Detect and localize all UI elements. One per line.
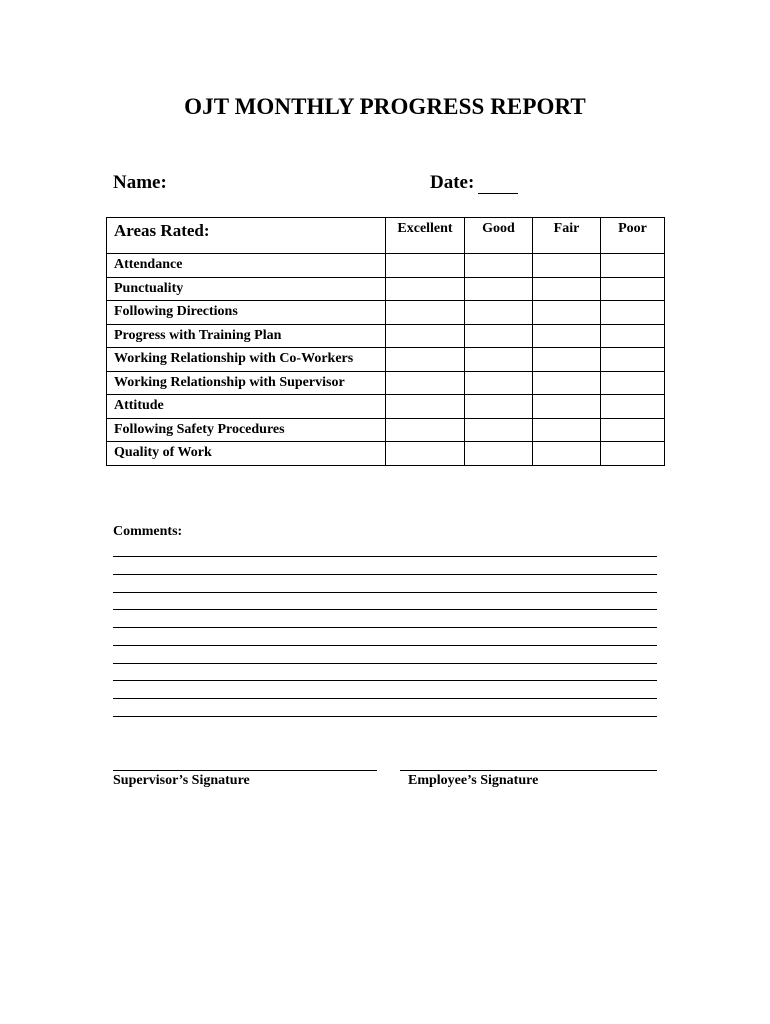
rating-cell-excellent bbox=[386, 395, 465, 419]
rating-cell-good bbox=[465, 418, 533, 442]
name-field bbox=[113, 172, 167, 194]
area-label: Attendance bbox=[107, 254, 386, 278]
table-row bbox=[107, 254, 665, 278]
area-label: Working Relationship with Supervisor bbox=[107, 371, 386, 395]
rating-cell-good bbox=[465, 277, 533, 301]
rating-cell-excellent bbox=[386, 324, 465, 348]
table-row bbox=[107, 348, 665, 372]
rating-cell-poor bbox=[601, 348, 665, 372]
rating-cell-good bbox=[465, 395, 533, 419]
rating-cell-poor bbox=[601, 395, 665, 419]
rating-cell-poor bbox=[601, 418, 665, 442]
table-row bbox=[107, 395, 665, 419]
date-blank-line bbox=[478, 175, 518, 194]
rating-cell-excellent bbox=[386, 418, 465, 442]
rating-cell-fair bbox=[533, 371, 601, 395]
column-header-good: Good bbox=[465, 218, 533, 254]
supervisor-signature-label: Supervisor’s Signature bbox=[113, 773, 250, 788]
rating-cell-excellent bbox=[386, 254, 465, 278]
rating-cell-good bbox=[465, 348, 533, 372]
comment-line bbox=[113, 680, 657, 681]
comment-line bbox=[113, 556, 657, 557]
rating-cell-fair bbox=[533, 442, 601, 466]
supervisor-signature-line bbox=[113, 770, 377, 771]
area-label: Quality of Work bbox=[107, 442, 386, 466]
rating-cell-poor bbox=[601, 442, 665, 466]
date-field bbox=[430, 172, 518, 194]
rating-header-row bbox=[107, 218, 665, 254]
rating-cell-poor bbox=[601, 277, 665, 301]
name-label: Name: bbox=[113, 172, 167, 193]
rating-cell-poor bbox=[601, 371, 665, 395]
comment-line bbox=[113, 645, 657, 646]
column-header-poor: Poor bbox=[601, 218, 665, 254]
rating-cell-good bbox=[465, 301, 533, 325]
comment-line bbox=[113, 716, 657, 717]
areas-rated-header: Areas Rated: bbox=[107, 218, 386, 254]
rating-cell-fair bbox=[533, 418, 601, 442]
area-label: Attitude bbox=[107, 395, 386, 419]
rating-cell-excellent bbox=[386, 371, 465, 395]
rating-cell-poor bbox=[601, 301, 665, 325]
rating-cell-fair bbox=[533, 254, 601, 278]
rating-cell-fair bbox=[533, 301, 601, 325]
area-label: Punctuality bbox=[107, 277, 386, 301]
column-header-excellent: Excellent bbox=[386, 218, 465, 254]
rating-cell-excellent bbox=[386, 301, 465, 325]
area-label: Following Directions bbox=[107, 301, 386, 325]
comment-line bbox=[113, 609, 657, 610]
area-label: Following Safety Procedures bbox=[107, 418, 386, 442]
table-row bbox=[107, 277, 665, 301]
rating-cell-good bbox=[465, 254, 533, 278]
document-title: OJT MONTHLY PROGRESS REPORT bbox=[184, 94, 586, 119]
column-header-fair: Fair bbox=[533, 218, 601, 254]
table-row bbox=[107, 442, 665, 466]
table-row bbox=[107, 301, 665, 325]
comment-line bbox=[113, 698, 657, 699]
employee-signature-label: Employee’s Signature bbox=[408, 773, 539, 788]
rating-cell-fair bbox=[533, 348, 601, 372]
comment-line bbox=[113, 627, 657, 628]
rating-cell-good bbox=[465, 324, 533, 348]
rating-cell-excellent bbox=[386, 277, 465, 301]
comment-line bbox=[113, 574, 657, 575]
comment-line bbox=[113, 663, 657, 664]
rating-cell-excellent bbox=[386, 348, 465, 372]
comment-line bbox=[113, 592, 657, 593]
rating-cell-fair bbox=[533, 324, 601, 348]
area-label: Progress with Training Plan bbox=[107, 324, 386, 348]
table-row bbox=[107, 418, 665, 442]
rating-table bbox=[106, 217, 665, 466]
comments-label: Comments: bbox=[113, 524, 183, 539]
rating-cell-poor bbox=[601, 324, 665, 348]
area-label: Working Relationship with Co-Workers bbox=[107, 348, 386, 372]
rating-cell-good bbox=[465, 371, 533, 395]
rating-cell-fair bbox=[533, 277, 601, 301]
rating-cell-excellent bbox=[386, 442, 465, 466]
rating-cell-poor bbox=[601, 254, 665, 278]
table-row bbox=[107, 324, 665, 348]
rating-cell-good bbox=[465, 442, 533, 466]
employee-signature-line bbox=[400, 770, 657, 771]
date-label: Date: bbox=[430, 172, 475, 193]
table-row bbox=[107, 371, 665, 395]
rating-cell-fair bbox=[533, 395, 601, 419]
